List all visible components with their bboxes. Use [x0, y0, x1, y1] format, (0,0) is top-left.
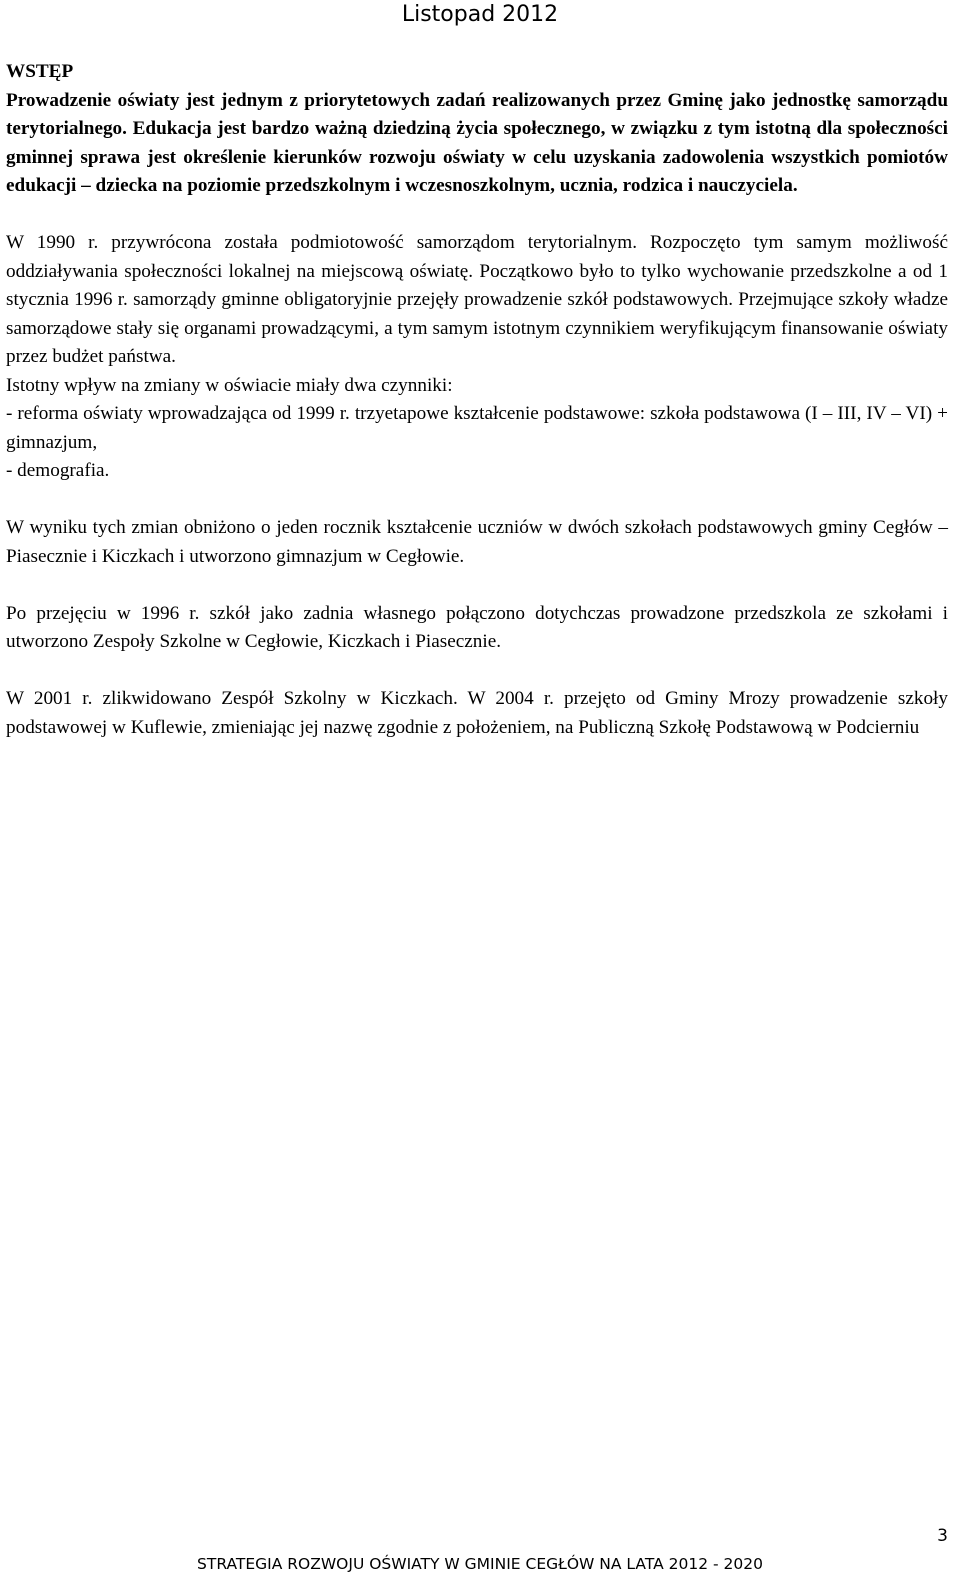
paragraph-factors: Istotny wpływ na zmiany w oświacie miały dwa czynniki:: [6, 374, 453, 396]
document-content: [6, 58, 948, 742]
section-heading: WSTĘP: [6, 61, 74, 82]
page-header-title: Listopad 2012: [401, 2, 559, 27]
paragraph-history: W 1990 r. przywrócona została podmiotowość samorządom terytorialnym. Rozpoczęto tym samym możliwość oddziaływania społeczności lokalnej na miejscową oświatę. Początkowo było to tylko wychowanie przedszkolne a od 1 stycznia 1996 r. samorządy gminne obligatoryjnie przejęły prowadzenie szkół podstawowych. Przejmujące szkoły władze samorządowe stały się organami prowadzącymi, a tym samym istotnym czynnikiem weryfikującym finansowanie oświaty przez budżet państwa.: [6, 232, 948, 367]
intro-section: [6, 58, 948, 201]
page-footer: STRATEGIA ROZWOJU OŚWIATY W GMINIE CEGŁÓW NA LATA 2012 - 2020: [197, 1555, 763, 1573]
paragraph-changes: W wyniku tych zmian obniżono o jeden rocznik kształcenie uczniów w dwóch szkołach podstawowych gminy Cegłów – Piasecznie i Kiczkach i utworzono gimnazjum w Cegłowie.: [6, 517, 948, 567]
list-item-reform: - reforma oświaty wprowadzająca od 1999 r. trzyetapowe kształcenie podstawowe: szkoła podstawowa (I – III, IV – VI) + gimnazjum,: [6, 403, 948, 453]
list-item-demography: - demografia.: [6, 460, 110, 481]
intro-paragraph: Prowadzenie oświaty jest jednym z priorytetowych zadań realizowanych przez Gminę jako jednostkę samorządu terytorialnego. Edukacja jest bardzo ważną dziedziną życia społecznego, w związku z tym istotną dla społeczności gminnej sprawa jest określenie kierunków rozwoju oświaty w celu uzyskania zadowolenia wszystkich pomiotów edukacji – dziecka na poziomie przedszkolnym i wczesnoszkolnym, ucznia, rodzica i nauczyciela.: [6, 89, 948, 196]
page-number: 3: [937, 1526, 948, 1546]
paragraph-merger: Po przejęciu w 1996 r. szkół jako zadnia własnego połączono dotychczas prowadzone przedszkola ze szkołami i utworzono Zespoły Szkolne w Cegłowie, Kiczkach i Piasecznie.: [6, 602, 948, 652]
paragraph-liquidation: W 2001 r. zlikwidowano Zespół Szkolny w Kiczkach. W 2004 r. przejęto od Gminy Mrozy prowadzenie szkoły podstawowej w Kuflewie, zmieniając jej nazwę zgodnie z położeniem, na Publiczną Szkołę Podstawową w Podcierniu: [6, 688, 948, 738]
